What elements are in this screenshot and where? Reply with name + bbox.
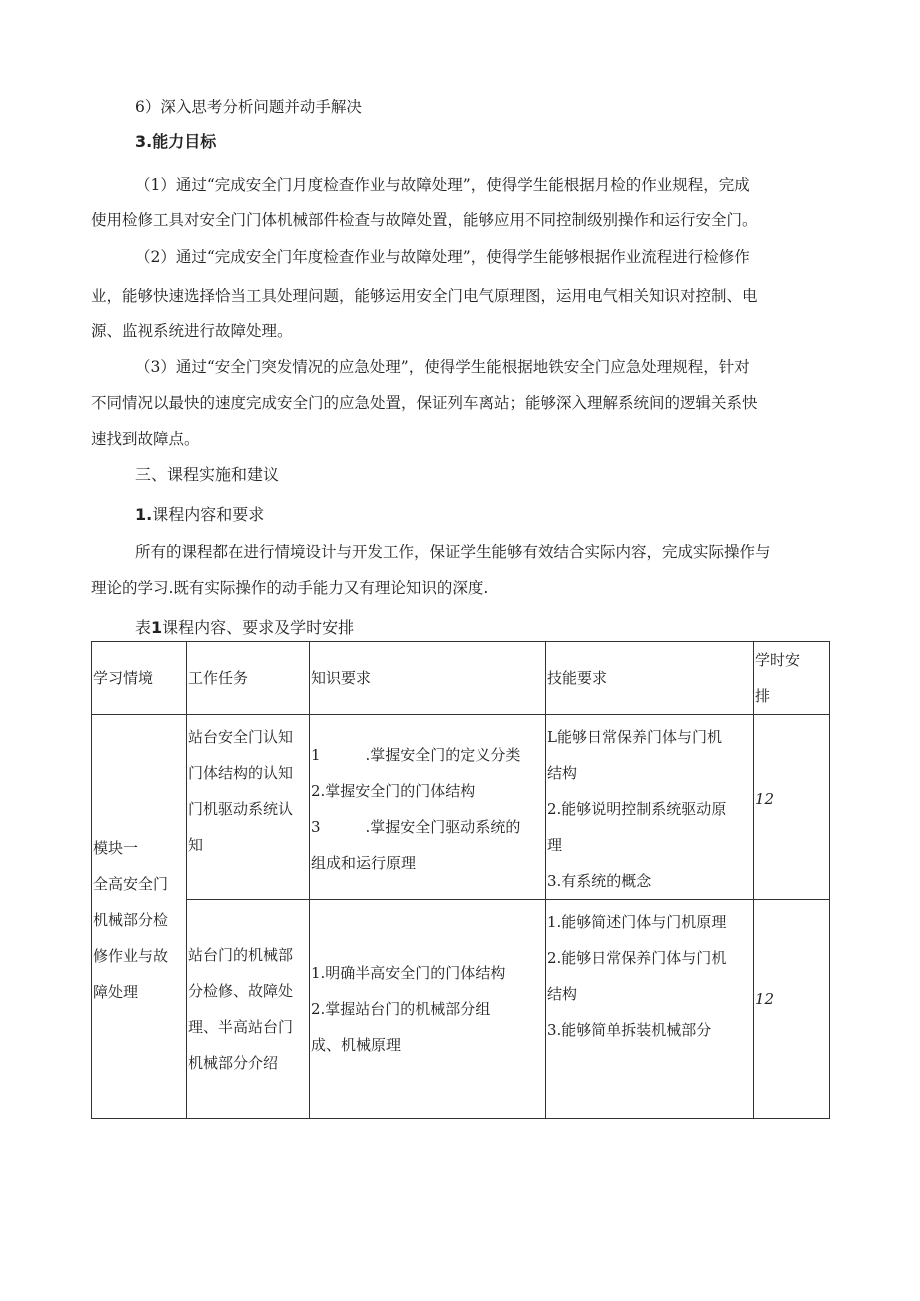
row1-knowledge-line-3: 3 .掌握安全门驱动系统的 [311, 818, 521, 836]
row1-skills-line-2: 结构 [547, 764, 578, 782]
row2-skills-line-4: 3.能够简单拆装机械部分 [547, 1021, 712, 1039]
row1-task-line-2: 门体结构的认知 [188, 764, 294, 782]
paragraph-2-line-3: 源、监视系统进行故障处理。 [91, 322, 293, 340]
section-3-heading: 三、课程实施和建议 [135, 465, 280, 484]
paragraph-2-line-2: 业，能够快速选择恰当工具处理问题，能够运用安全门电气原理图，运用电气相关知识对控制、电 [91, 287, 758, 305]
section-ability-goals-title: 3.能力目标 [135, 132, 217, 151]
row2-task-cell [187, 900, 310, 1119]
row1-skills-cell [546, 715, 754, 900]
row1-task-cell [187, 715, 310, 900]
row1-knowledge-line-1: 1 .掌握安全门的定义分类 [311, 746, 521, 764]
paragraph-3-line-1: （3）通过“安全门突发情况的应急处理”，使得学生能根据地铁安全门应急处理规程，针对 [135, 358, 750, 376]
subsection-1-number: 1. [135, 505, 153, 524]
table-caption-prefix: 表 [135, 618, 152, 637]
row2-skills-line-1: 1.能够简述门体与门机原理 [547, 913, 727, 931]
row1-knowledge-line-4: 组成和运行原理 [311, 854, 417, 872]
row2-hours-value: 12 [755, 990, 775, 1008]
row2-knowledge-line-3: 成、机械原理 [311, 1036, 402, 1054]
row1-task-line-1: 站台安全门认知 [188, 728, 294, 746]
row2-task-line-2: 分检修、故障处 [188, 982, 294, 1000]
row2-knowledge-line-2: 2.掌握站台门的机械部分组 [311, 1000, 491, 1018]
header-class-hours [754, 642, 830, 715]
header-knowledge-requirements: 知识要求 [310, 642, 546, 715]
paragraph-4-line-1: 所有的课程都在进行情境设计与开发工作，保证学生能够有效结合实际内容，完成实际操作与 [135, 543, 771, 561]
row1-skills-line-3: 2.能够说明控制系统驱动原 [547, 800, 727, 818]
header-skill-requirements: 技能要求 [546, 642, 754, 715]
module-line-3: 机械部分检 [93, 910, 169, 929]
course-content-table [91, 641, 830, 1119]
row1-knowledge-cell [310, 715, 546, 900]
header-work-task: 工作任务 [187, 642, 310, 715]
row2-task-line-4: 机械部分介绍 [188, 1054, 279, 1072]
row2-skills-cell [546, 900, 754, 1119]
paragraph-2-line-1: （2）通过“完成安全门年度检查作业与故障处理”，使得学生能够根据作业流程进行检修作 [135, 248, 750, 266]
row1-task-line-4: 知 [188, 836, 204, 854]
module-cell [92, 715, 187, 1119]
header-class-hours-line-1: 学时安 [755, 651, 801, 669]
row1-skills-line-1: L能够日常保养门体与门机 [547, 728, 722, 746]
module-line-2: 全高安全门 [93, 874, 169, 893]
table-row [92, 900, 830, 1119]
module-line-1: 模块一 [93, 838, 139, 857]
row2-hours-cell [754, 900, 830, 1119]
table-caption [135, 617, 354, 639]
row1-skills-line-5: 3.有系统的概念 [547, 872, 652, 890]
module-line-5: 障处理 [93, 982, 139, 1001]
paragraph-3-line-3: 速找到故障点。 [91, 430, 200, 448]
objective-item-6: 6）深入思考分析问题并动手解决 [135, 98, 362, 116]
paragraph-1-line-1: （1）通过“完成安全门月度检查作业与故障处理”，使得学生能根据月检的作业规程，完成 [135, 176, 750, 194]
row2-knowledge-cell [310, 900, 546, 1119]
table-row [92, 715, 830, 900]
table-caption-text: 课程内容、要求及学时安排 [162, 618, 355, 637]
module-line-4: 修作业与故 [93, 946, 169, 965]
header-class-hours-line-2: 排 [755, 687, 771, 705]
row1-task-line-3: 门机驱动系统认 [188, 800, 294, 818]
subsection-1-heading [135, 504, 264, 526]
row2-knowledge-line-1: 1.明确半高安全门的门体结构 [311, 964, 506, 982]
row2-task-line-1: 站台门的机械部 [188, 946, 294, 964]
paragraph-1-line-2: 使用检修工具对安全门门体机械部件检查与故障处置，能够应用不同控制级别操作和运行安全门。 [91, 211, 758, 229]
row1-skills-line-4: 理 [547, 836, 563, 854]
row2-skills-line-3: 结构 [547, 985, 578, 1003]
paragraph-3-line-2: 不同情况以最快的速度完成安全门的应急处置，保证列车离站；能够深入理解系统间的逻辑关系快 [91, 394, 758, 412]
subsection-1-text: 课程内容和要求 [152, 505, 265, 524]
row2-skills-line-2: 2.能够日常保养门体与门机 [547, 949, 727, 967]
row1-hours-value: 12 [755, 790, 775, 808]
header-learning-context: 学习情境 [92, 642, 187, 715]
table-caption-number: 1 [151, 618, 163, 637]
paragraph-4-line-2: 理论的学习.既有实际操作的动手能力又有理论知识的深度. [91, 579, 489, 597]
row1-knowledge-line-2: 2.掌握安全门的门体结构 [311, 782, 476, 800]
row2-task-line-3: 理、半高站台门 [188, 1018, 294, 1036]
table-header-row [92, 642, 830, 715]
row1-hours-cell [754, 715, 830, 900]
